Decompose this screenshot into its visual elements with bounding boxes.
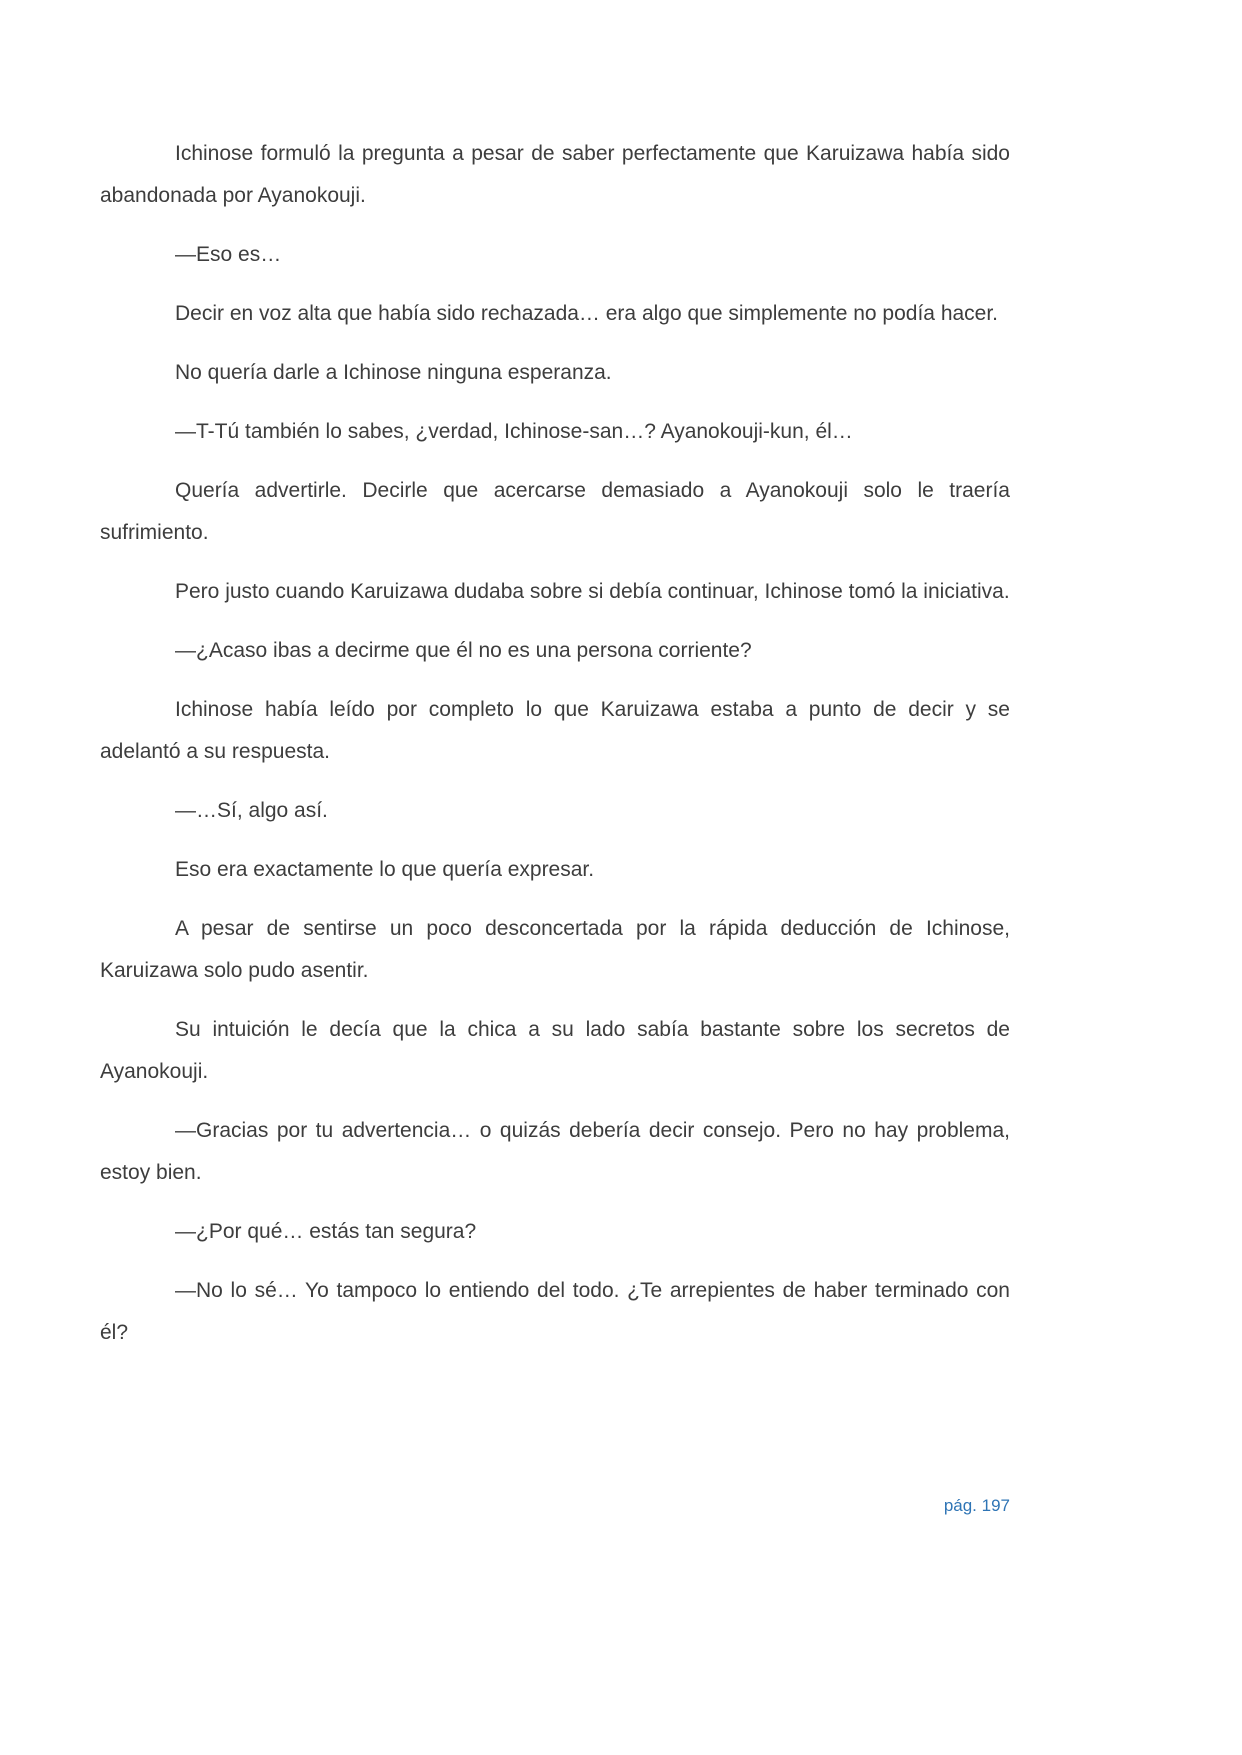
paragraph: Su intuición le decía que la chica a su lado sabía bastante sobre los secretos de Ayanokouji.	[100, 1018, 1010, 1083]
paragraph: Ichinose formuló la pregunta a pesar de saber perfectamente que Karuizawa había sido abandonada por Ayanokouji.	[100, 142, 1010, 207]
paragraph: A pesar de sentirse un poco desconcertada por la rápida deducción de Ichinose, Karuizawa solo pudo asentir.	[100, 917, 1010, 982]
paragraph: Ichinose había leído por completo lo que Karuizawa estaba a punto de decir y se adelantó a su respuesta.	[100, 698, 1010, 763]
paragraph: Eso era exactamente lo que quería expresar.	[175, 858, 595, 881]
paragraph: —¿Acaso ibas a decirme que él no es una persona corriente?	[175, 639, 752, 662]
paragraph: —T-Tú también lo sabes, ¿verdad, Ichinose-san…? Ayanokouji-kun, él…	[175, 420, 853, 443]
paragraph: Quería advertirle. Decirle que acercarse demasiado a Ayanokouji solo le traería sufrimiento.	[100, 479, 1010, 544]
paragraph: —No lo sé… Yo tampoco lo entiendo del todo. ¿Te arrepientes de haber terminado con él?	[100, 1279, 1010, 1344]
paragraph: Pero justo cuando Karuizawa dudaba sobre si debía continuar, Ichinose tomó la iniciativa.	[175, 580, 1010, 603]
paragraph: No quería darle a Ichinose ninguna esperanza.	[175, 361, 612, 384]
page-number: pág. 197	[943, 1496, 1010, 1515]
paragraph: —Eso es…	[175, 243, 282, 266]
paragraph: —…Sí, algo así.	[175, 799, 328, 822]
paragraph: —¿Por qué… estás tan segura?	[175, 1220, 477, 1243]
paragraph: Decir en voz alta que había sido rechazada… era algo que simplemente no podía hacer.	[175, 302, 999, 325]
page-footer	[100, 1496, 1010, 1516]
paragraph: —Gracias por tu advertencia… o quizás debería decir consejo. Pero no hay problema, estoy bien.	[100, 1119, 1010, 1184]
